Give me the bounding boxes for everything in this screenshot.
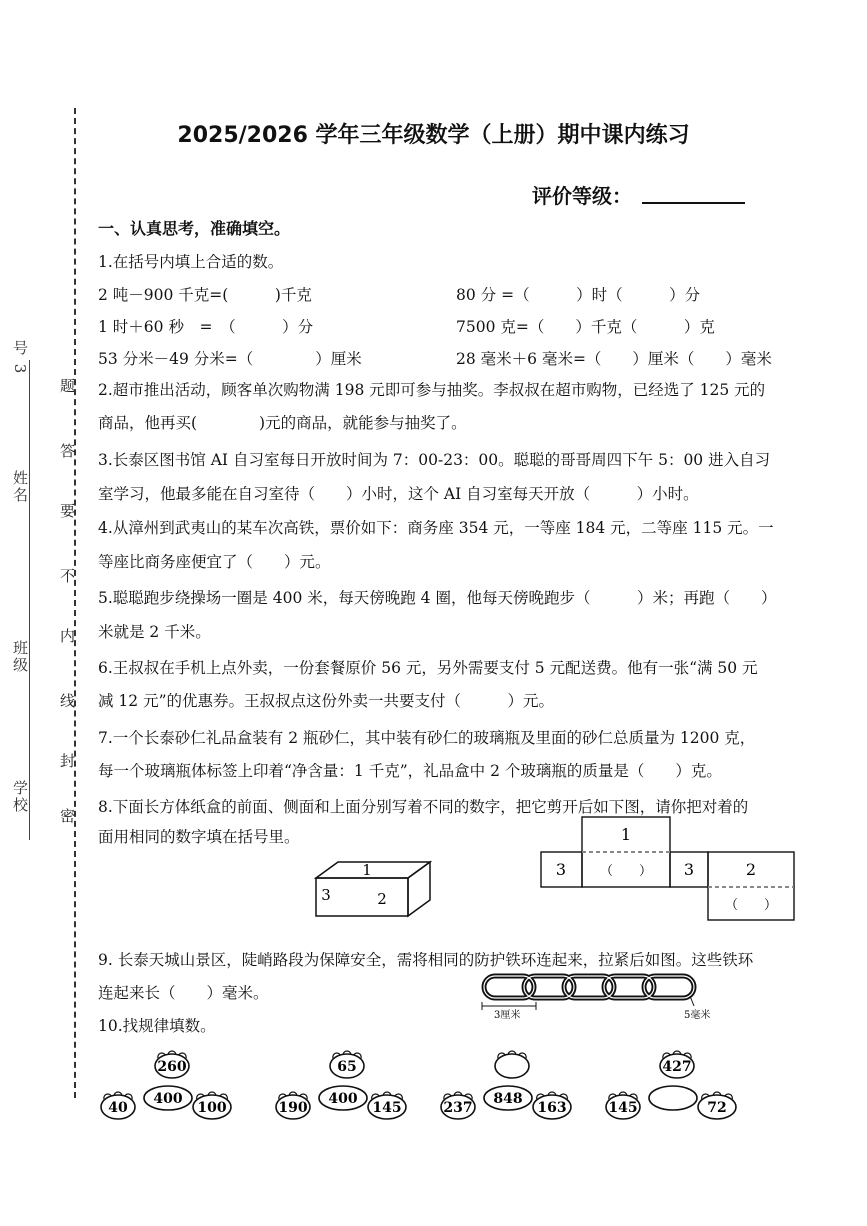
q2-line1: 2.超市推出活动，顾客单次购物满 198 元即可参与抽奖。李叔叔在超市购物，已经选了 125 元的 bbox=[98, 381, 766, 399]
cuboid-figure bbox=[312, 860, 434, 920]
pattern-left-number: 145 bbox=[608, 1100, 638, 1116]
pattern-group bbox=[436, 1040, 576, 1126]
side-write-line bbox=[29, 360, 30, 840]
pattern-top-number: 65 bbox=[337, 1059, 357, 1075]
q5-line1: 5.聪聪跑步绕操场一圈是 400 米，每天傍晚跑 4 圈，他每天傍晚跑步（ ）米；再跑（ ） bbox=[98, 589, 777, 607]
q7-line1: 7.一个长泰砂仁礼品盒装有 2 瓶砂仁，其中装有砂仁的玻璃瓶及里面的砂仁总质量为 1200 克， bbox=[98, 729, 756, 747]
q3-line2: 室学习，他最多能在自习室待（ ）小时，这个 AI 自习室每天开放（ ）小时。 bbox=[98, 485, 699, 503]
cuboid-side-number: 3 bbox=[321, 886, 331, 904]
pattern-right-number: 100 bbox=[197, 1100, 227, 1116]
pattern-center-number: 848 bbox=[493, 1091, 523, 1107]
q2-line2: 商品，他再买( )元的商品，就能参与抽奖了。 bbox=[98, 414, 467, 432]
q5-line2: 米就是 2 千米。 bbox=[98, 623, 211, 641]
pattern-right-number: 72 bbox=[707, 1100, 727, 1116]
pattern-top-number: 427 bbox=[662, 1059, 692, 1075]
pattern-center-number: 400 bbox=[153, 1091, 183, 1107]
side-school-mark: 学校 bbox=[11, 780, 29, 814]
q10-text: 10.找规律填数。 bbox=[98, 1017, 216, 1035]
grade-blank[interactable] bbox=[642, 202, 745, 204]
q9-line1: 9. 长泰天城山景区，陡峭路段为保障安全，需将相同的防护铁环连起来，拉紧后如图。这些铁环 bbox=[98, 951, 754, 969]
seal-dashed-line bbox=[74, 108, 76, 1098]
seal-char: 题 bbox=[60, 377, 76, 395]
side-class-mark: 班级 bbox=[11, 640, 29, 674]
q1-a: 2 吨－900 千克=( )千克 bbox=[98, 286, 312, 304]
q1-c: 1 时＋60 秒 = （ ）分 bbox=[98, 318, 314, 336]
page-title: 2025/2026 学年三年级数学（上册）期中课内练习 bbox=[177, 123, 690, 148]
q4-line2: 等座比商务座便宜了（ ）元。 bbox=[98, 553, 331, 571]
pattern-group bbox=[96, 1040, 236, 1126]
q1-text: 1.在括号内填上合适的数。 bbox=[98, 253, 284, 271]
chain-right-label: 5毫米 bbox=[684, 1010, 711, 1020]
cuboid-front-number: 2 bbox=[377, 890, 387, 908]
seal-char: 线 bbox=[60, 692, 76, 710]
q1-d: 7500 克=（ ）千克（ ）克 bbox=[456, 318, 715, 336]
net-middle-blank[interactable]: （ ） bbox=[599, 864, 653, 879]
seal-char: 答 bbox=[60, 442, 76, 460]
q9-line2: 连起来长（ ）毫米。 bbox=[98, 984, 269, 1002]
pattern-left-number: 190 bbox=[278, 1100, 308, 1116]
q6-line1: 6.王叔叔在手机上点外卖，一份套餐原价 56 元，另外需要支付 5 元配送费。他有一张“满 50 元 bbox=[98, 659, 758, 677]
cuboid-net-figure bbox=[540, 816, 796, 922]
q1-f: 28 毫米＋6 毫米=（ ）厘米（ ）毫米 bbox=[456, 350, 772, 368]
iron-chain-figure bbox=[478, 968, 728, 1020]
q4-line1: 4.从漳州到武夷山的某车次高铁，票价如下：商务座 354 元，一等座 184 元，二等座 115 元。一 bbox=[98, 519, 774, 537]
seal-char: 密 bbox=[60, 807, 76, 825]
pattern-group bbox=[271, 1040, 411, 1126]
pattern-left-number: 237 bbox=[443, 1100, 473, 1116]
q6-line2: 减 12 元”的优惠券。王叔叔点这份外卖一共要支付（ ）元。 bbox=[98, 692, 555, 710]
q1-e: 53 分米－49 分米=（ ）厘米 bbox=[98, 350, 362, 368]
pattern-figures bbox=[96, 1040, 736, 1126]
q8-line2: 面用相同的数字填在括号里。 bbox=[98, 828, 300, 846]
side-top-mark: 号 3 bbox=[11, 340, 29, 376]
section-heading: 一、认真思考，准确填空。 bbox=[98, 219, 291, 238]
cuboid-top-number: 1 bbox=[362, 861, 372, 879]
q1-b: 80 分 =（ ）时（ ）分 bbox=[456, 286, 701, 304]
q7-line2: 每一个玻璃瓶体标签上印着“净含量：1 千克”，礼品盒中 2 个玻璃瓶的质量是（ ）克。 bbox=[98, 762, 722, 780]
pattern-center-number: 400 bbox=[328, 1091, 358, 1107]
grade-label: 评价等级： bbox=[532, 184, 632, 208]
net-right-side-number: 3 bbox=[683, 860, 695, 879]
net-top-number: 1 bbox=[620, 825, 632, 844]
net-bottom-blank[interactable]: （ ） bbox=[724, 898, 778, 913]
chain-left-label: 3厘米 bbox=[494, 1010, 521, 1020]
q3-line1: 3.长泰区图书馆 AI 自习室每日开放时间为 7：00-23：00。聪聪的哥哥周四下午 5：00 进入自习 bbox=[98, 451, 771, 469]
seal-char: 内 bbox=[60, 627, 76, 645]
pattern-group bbox=[601, 1040, 741, 1126]
seal-char: 要 bbox=[60, 502, 76, 520]
seal-char: 不 bbox=[60, 567, 76, 585]
pattern-right-number: 145 bbox=[372, 1100, 402, 1116]
side-name-mark: 姓名 bbox=[11, 470, 29, 504]
pattern-left-number: 40 bbox=[108, 1100, 128, 1116]
pattern-right-number: 163 bbox=[537, 1100, 567, 1116]
pattern-top-number: 260 bbox=[157, 1059, 187, 1075]
seal-char: 封 bbox=[60, 752, 76, 770]
net-right-number: 2 bbox=[745, 860, 757, 879]
net-left-number: 3 bbox=[555, 860, 567, 879]
q8-line1: 8.下面长方体纸盒的前面、侧面和上面分别写着不同的数字，把它剪开后如下图，请你把对着的 bbox=[98, 798, 749, 816]
